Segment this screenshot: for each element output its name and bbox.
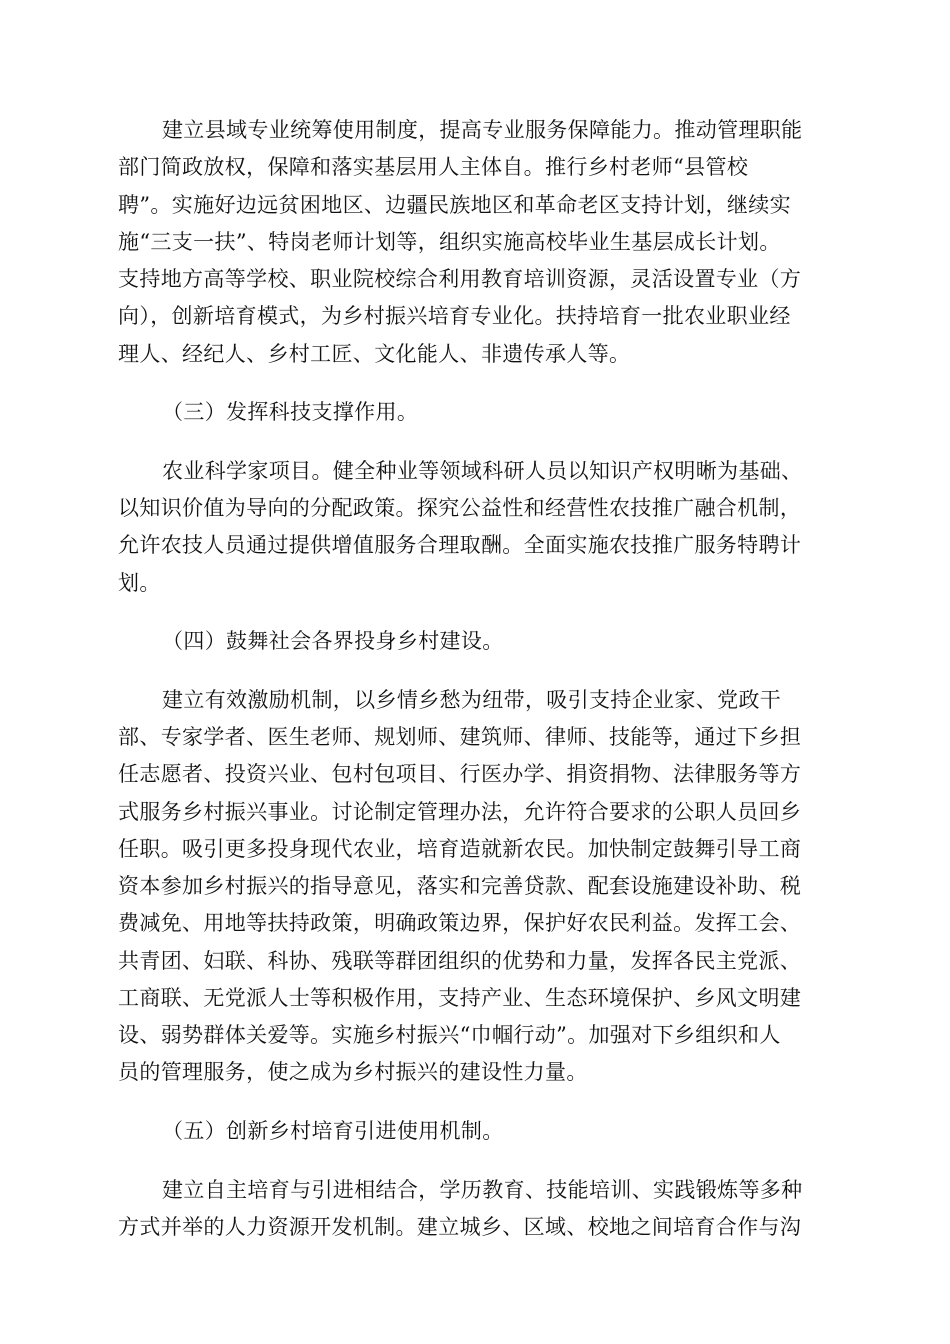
text-line: 工商联、无党派人士等积极作用，支持产业、生态环境保护、乡风文明建 [118, 985, 802, 1010]
heading-text: （四）鼓舞社会各界投身乡村建设。 [162, 629, 504, 654]
paragraph-gap [118, 431, 832, 452]
text-line: 支持地方高等学校、职业院校综合利用教育培训资源，灵活设置专业（方 [118, 267, 802, 291]
text-line: 向），创新培育模式，为乡村振兴培育专业化。扶持培育一批农业职业经 [118, 304, 791, 329]
text-line: 任职。吸引更多投身现代农业，培育造就新农民。加快制定鼓舞引导工商 [118, 836, 802, 861]
text-line: 方式并举的人力资源开发机制。建立城乡、区域、校地之间培育合作与沟 [118, 1214, 802, 1239]
paragraph-gap [118, 373, 832, 394]
paragraph-gap [118, 1150, 832, 1171]
text-line: 允许农技人员通过提供增值服务合理取酬。全面实施农技推广服务特聘计 [118, 533, 802, 558]
heading-text: （三）发挥科技支撑作用。 [162, 400, 419, 425]
text-line: 建立县域专业统筹使用制度，提高专业服务保障能力。推动管理职能 [162, 118, 803, 142]
text-line: 共青团、妇联、科协、残联等群团组织的优势和力量，发挥各民主党派、 [118, 948, 802, 973]
paragraph-gap [118, 1092, 832, 1113]
text-line: 建立自主培育与引进相结合，学历教育、技能培训、实践锻炼等多种 [162, 1177, 803, 1202]
text-line: 划。 [118, 570, 161, 595]
section-heading-5 [118, 1113, 832, 1150]
text-line: 农业科学家项目。健全种业等领域科研人员以知识产权明晰为基础、 [162, 458, 803, 483]
document-page [118, 112, 832, 1246]
text-line: 施“三支一扶”、特岗老师计划等，组织实施高校毕业生基层成长计划。 [118, 229, 781, 254]
heading-text: （五）创新乡村培育引进使用机制。 [162, 1118, 504, 1143]
paragraph-1 [118, 112, 832, 373]
paragraph-2 [118, 453, 832, 602]
text-line: 费减免、用地等扶持政策，明确政策边界，保护好农民利益。发挥工会、 [118, 911, 802, 936]
paragraph-3 [118, 682, 832, 1092]
text-line: 部、专家学者、医生老师、规划师、建筑师、律师、技能等，通过下乡担 [118, 725, 802, 750]
paragraph-4 [118, 1172, 832, 1247]
section-heading-4 [118, 623, 832, 660]
text-line: 式服务乡村振兴事业。讨论制定管理办法，允许符合要求的公职人员回乡 [118, 799, 802, 824]
text-line: 建立有效激励机制，以乡情乡愁为纽带，吸引支持企业家、党政干 [162, 687, 782, 712]
text-line: 设、弱势群体关爱等。实施乡村振兴“巾帼行动”。加强对下乡组织和人 [118, 1023, 781, 1048]
text-line: 理人、经纪人、乡村工匠、文化能人、非遗传承人等。 [118, 341, 631, 366]
text-line: 员的管理服务，使之成为乡村振兴的建设性力量。 [118, 1060, 588, 1085]
text-line: 任志愿者、投资兴业、包村包项目、行医办学、捐资捐物、法律服务等方 [118, 762, 802, 787]
text-line: 以知识价值为导向的分配政策。探究公益性和经营性农技推广融合机制， [118, 496, 802, 521]
text-line: 资本参加乡村振兴的指导意见，落实和完善贷款、配套设施建设补助、税 [118, 874, 802, 899]
paragraph-gap [118, 660, 832, 681]
paragraph-gap [118, 602, 832, 623]
text-line: 部门简政放权，保障和落实基层用人主体自。推行乡村老师“县管校 [118, 155, 749, 180]
text-line: 聘”。实施好边远贫困地区、边疆民族地区和革命老区支持计划，继续实 [118, 192, 791, 217]
section-heading-3 [118, 394, 832, 431]
